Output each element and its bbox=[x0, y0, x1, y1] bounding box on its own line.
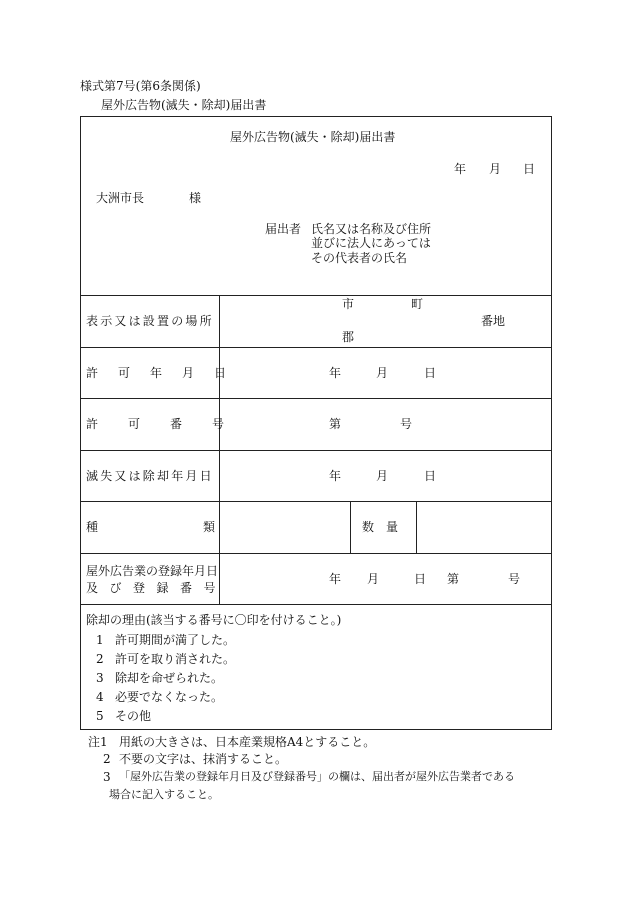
notifier-line: 氏名又は名称及び住所 bbox=[311, 222, 432, 236]
reason-number: 2 bbox=[96, 652, 104, 666]
form-title: 屋外広告物(滅失・除却)届出書 bbox=[230, 130, 396, 144]
column-divider bbox=[350, 501, 351, 553]
column-divider bbox=[416, 501, 417, 553]
reason-text: 許可を取り消された。 bbox=[115, 652, 236, 666]
note-3-line1: 「屋外広告業の登録年月日及び登録番号」の欄は、届出者が屋外広告業者である bbox=[119, 770, 515, 783]
permit-month: 月 bbox=[376, 366, 389, 380]
note-1: 用紙の大きさは、日本産業規格A4とすること。 bbox=[119, 735, 376, 749]
reasons-heading: 除却の理由(該当する番号に〇印を付けること。) bbox=[86, 613, 342, 627]
registration-day: 日 bbox=[414, 572, 427, 586]
reason-text: 除却を命ぜられた。 bbox=[115, 671, 224, 685]
notifier-line: 並びに法人にあっては bbox=[311, 236, 431, 250]
reason-text: 許可期間が満了した。 bbox=[115, 633, 236, 647]
permit-day: 日 bbox=[424, 366, 437, 380]
quantity-label: 数量 bbox=[362, 520, 411, 534]
registration-go: 号 bbox=[508, 572, 521, 586]
date-day: 日 bbox=[523, 162, 536, 176]
registration-label-line1: 屋外広告業の登録年月日 bbox=[86, 564, 219, 578]
note-3-line2: 場合に記入すること。 bbox=[109, 788, 219, 801]
notes-prefix: 注1 bbox=[88, 735, 108, 749]
column-divider bbox=[219, 295, 220, 604]
row-divider bbox=[80, 398, 552, 399]
reason-text: 必要でなくなった。 bbox=[115, 690, 224, 704]
form-number: 様式第7号(第6条関係) bbox=[80, 79, 201, 93]
location-machi: 町 bbox=[411, 297, 424, 311]
date-year: 年 bbox=[454, 162, 467, 176]
removal-year: 年 bbox=[329, 469, 342, 483]
row-divider bbox=[80, 347, 552, 348]
note-3-number: 3 bbox=[103, 770, 111, 784]
permit-year: 年 bbox=[329, 366, 342, 380]
reason-number: 5 bbox=[96, 709, 104, 723]
reason-number: 4 bbox=[96, 690, 104, 704]
row-divider bbox=[80, 501, 552, 502]
registration-label-line2: 及び登録番号 bbox=[86, 581, 228, 595]
reason-number: 3 bbox=[96, 671, 104, 685]
registration-month: 月 bbox=[367, 572, 380, 586]
location-gun: 郡 bbox=[342, 330, 355, 344]
date-month: 月 bbox=[489, 162, 502, 176]
note-2-number: 2 bbox=[103, 752, 111, 766]
removal-day: 日 bbox=[424, 469, 437, 483]
row-divider bbox=[80, 604, 552, 605]
permit-go: 号 bbox=[400, 417, 413, 431]
reason-number: 1 bbox=[96, 633, 104, 647]
kind-label: 種類 bbox=[86, 520, 321, 534]
notifier-line: その代表者の氏名 bbox=[311, 251, 408, 265]
row-divider bbox=[80, 450, 552, 451]
permit-date-label: 許可年月日 bbox=[86, 366, 247, 380]
removal-month: 月 bbox=[376, 469, 389, 483]
removal-date-label: 滅失又は除却年月日 bbox=[86, 469, 214, 483]
row-divider bbox=[80, 295, 552, 296]
addressee: 大洲市長 bbox=[96, 191, 145, 205]
honorific: 様 bbox=[189, 191, 202, 205]
permit-dai: 第 bbox=[329, 417, 342, 431]
location-label: 表示又は設置の場所 bbox=[86, 314, 214, 328]
reason-text: その他 bbox=[115, 709, 152, 723]
permit-number-label: 許可番号 bbox=[86, 417, 255, 431]
notifier-label: 届出者 bbox=[265, 222, 302, 236]
note-2: 不要の文字は、抹消すること。 bbox=[119, 752, 288, 766]
location-banchi: 番地 bbox=[481, 314, 506, 328]
form-subtitle: 屋外広告物(滅失・除却)届出書 bbox=[101, 98, 267, 112]
row-divider bbox=[80, 553, 552, 554]
registration-dai: 第 bbox=[447, 572, 460, 586]
registration-year: 年 bbox=[329, 572, 342, 586]
location-shi: 市 bbox=[342, 297, 355, 311]
